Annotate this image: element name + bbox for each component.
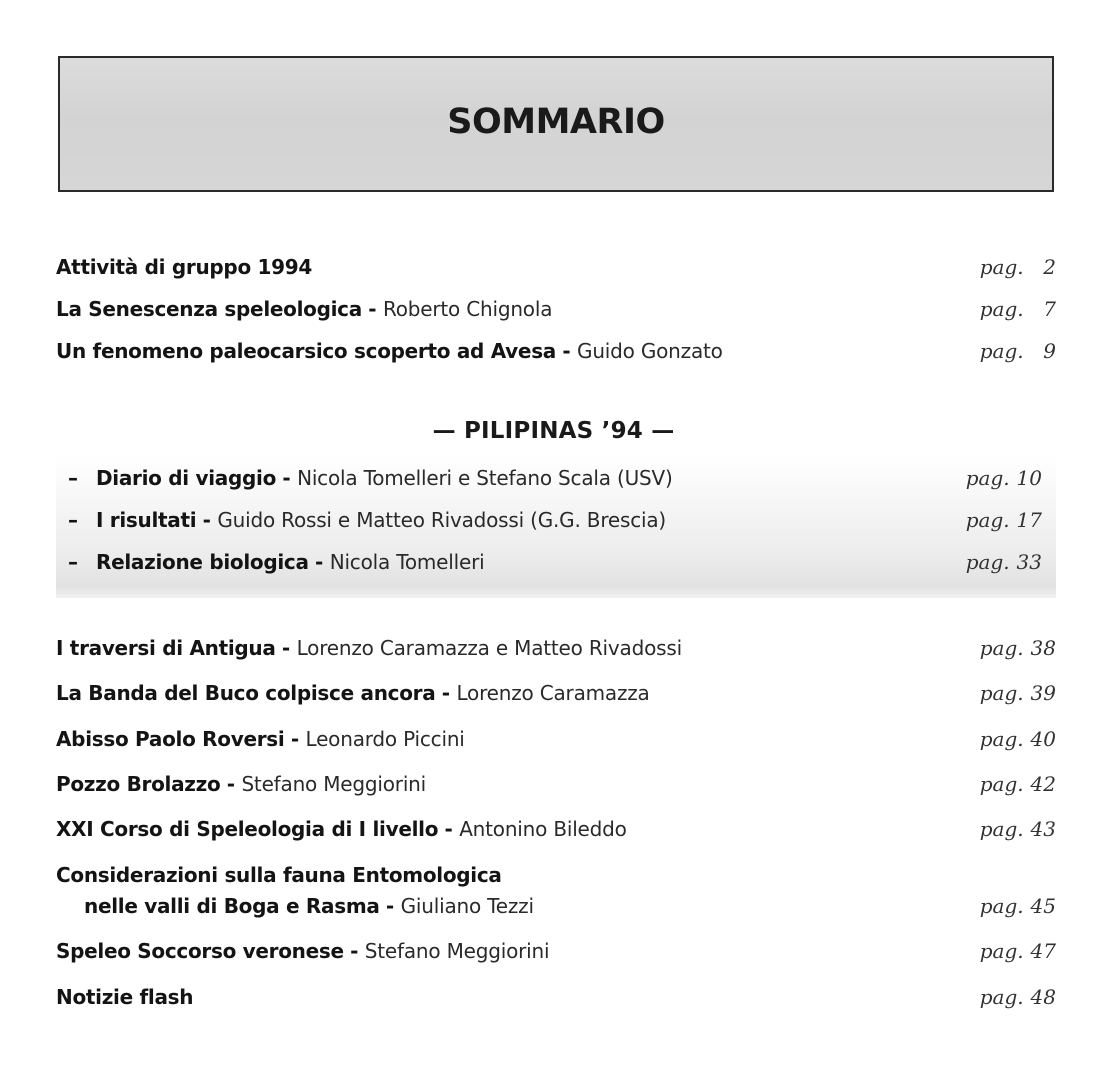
entry-page: pag. 40 xyxy=(979,727,1056,751)
toc-entry[interactable] xyxy=(56,769,1056,799)
entry-author: Nicola Tomelleri xyxy=(329,550,485,574)
entry-author: Lorenzo Caramazza e Matteo Rivadossi xyxy=(296,636,682,660)
entry-separator: - xyxy=(441,681,451,705)
entry-page: pag. 2 xyxy=(979,255,1056,279)
entry-author: Antonino Bileddo xyxy=(459,817,627,841)
entry-separator: - xyxy=(281,636,291,660)
entry-page: pag. 33 xyxy=(965,550,1042,574)
section-heading-pilipinas: — PILIPINAS ’94 — xyxy=(432,418,675,444)
toc-entry[interactable] xyxy=(56,678,1056,708)
toc-entry[interactable] xyxy=(56,860,1056,890)
entry-title: I traversi di Antigua xyxy=(56,636,276,660)
entry-title: nelle valli di Boga e Rasma xyxy=(84,894,380,918)
entry-author: Stefano Meggiorini xyxy=(241,772,427,796)
toc-entry[interactable] xyxy=(56,814,1056,844)
entry-dash: – xyxy=(68,508,78,532)
entry-separator: - xyxy=(562,339,571,363)
entry-dash: – xyxy=(68,550,78,574)
entry-title: XXI Corso di Speleologia di I livello xyxy=(56,817,439,841)
entry-page: pag. 38 xyxy=(979,636,1056,660)
toc-entry-continuation[interactable] xyxy=(56,891,1056,921)
entry-author: Roberto Chignola xyxy=(382,297,553,321)
entry-dash: – xyxy=(68,466,78,490)
entry-separator: - xyxy=(202,508,211,532)
entry-page: pag. 7 xyxy=(979,297,1056,321)
entry-title: Pozzo Brolazzo xyxy=(56,772,221,796)
toc-entry[interactable] xyxy=(68,505,1042,535)
entry-author: Stefano Meggiorini xyxy=(364,939,550,963)
entry-author: Guido Gonzato xyxy=(577,339,723,363)
entry-title: I risultati xyxy=(96,508,197,532)
entry-separator: - xyxy=(282,466,291,490)
entry-title: Attività di gruppo 1994 xyxy=(56,255,313,279)
entry-author: Lorenzo Caramazza xyxy=(456,681,650,705)
entry-separator: - xyxy=(368,297,377,321)
entry-separator: - xyxy=(444,817,453,841)
toc-entry[interactable] xyxy=(56,724,1056,754)
entry-author: Leonardo Piccini xyxy=(305,727,465,751)
entry-author: Guido Rossi e Matteo Rivadossi (G.G. Brescia) xyxy=(217,508,667,532)
entry-title: Speleo Soccorso veronese xyxy=(56,939,344,963)
entry-page: pag. 39 xyxy=(979,681,1056,705)
entry-page: pag. 47 xyxy=(979,939,1056,963)
entry-page: pag. 45 xyxy=(979,894,1056,918)
toc-entry[interactable] xyxy=(56,982,1056,1012)
entry-page: pag. 17 xyxy=(965,508,1042,532)
toc-entry[interactable] xyxy=(56,294,1056,324)
entry-title: Notizie flash xyxy=(56,985,194,1009)
toc-entry[interactable] xyxy=(56,336,1056,366)
entry-separator: - xyxy=(350,939,359,963)
entry-page: pag. 42 xyxy=(979,772,1056,796)
entry-author: Nicola Tomelleri e Stefano Scala (USV) xyxy=(297,466,673,490)
entry-author: Giuliano Tezzi xyxy=(400,894,534,918)
toc-entry[interactable] xyxy=(68,463,1042,493)
entry-title: Un fenomeno paleocarsico scoperto ad Avesa xyxy=(56,339,556,363)
entry-page: pag. 43 xyxy=(979,817,1056,841)
toc-entry[interactable] xyxy=(56,936,1056,966)
page-title: SOMMARIO xyxy=(447,102,665,142)
entry-page: pag. 9 xyxy=(979,339,1056,363)
toc-entry[interactable] xyxy=(56,633,1056,663)
entry-separator: - xyxy=(385,894,395,918)
entry-separator: - xyxy=(290,727,300,751)
entry-separator: - xyxy=(226,772,236,796)
entry-title: Abisso Paolo Roversi xyxy=(56,727,285,751)
entry-page: pag. 10 xyxy=(965,466,1042,490)
toc-entry[interactable] xyxy=(68,547,1042,577)
entry-page: pag. 48 xyxy=(979,985,1056,1009)
entry-title: Relazione biologica xyxy=(96,550,309,574)
entry-title: Considerazioni sulla fauna Entomologica xyxy=(56,863,502,887)
entry-separator: - xyxy=(315,550,324,574)
entry-title: Diario di viaggio xyxy=(96,466,277,490)
entry-title: La Banda del Buco colpisce ancora xyxy=(56,681,436,705)
title-box xyxy=(58,56,1054,192)
entry-title: La Senescenza speleologica xyxy=(56,297,362,321)
toc-entry[interactable] xyxy=(56,252,1056,282)
